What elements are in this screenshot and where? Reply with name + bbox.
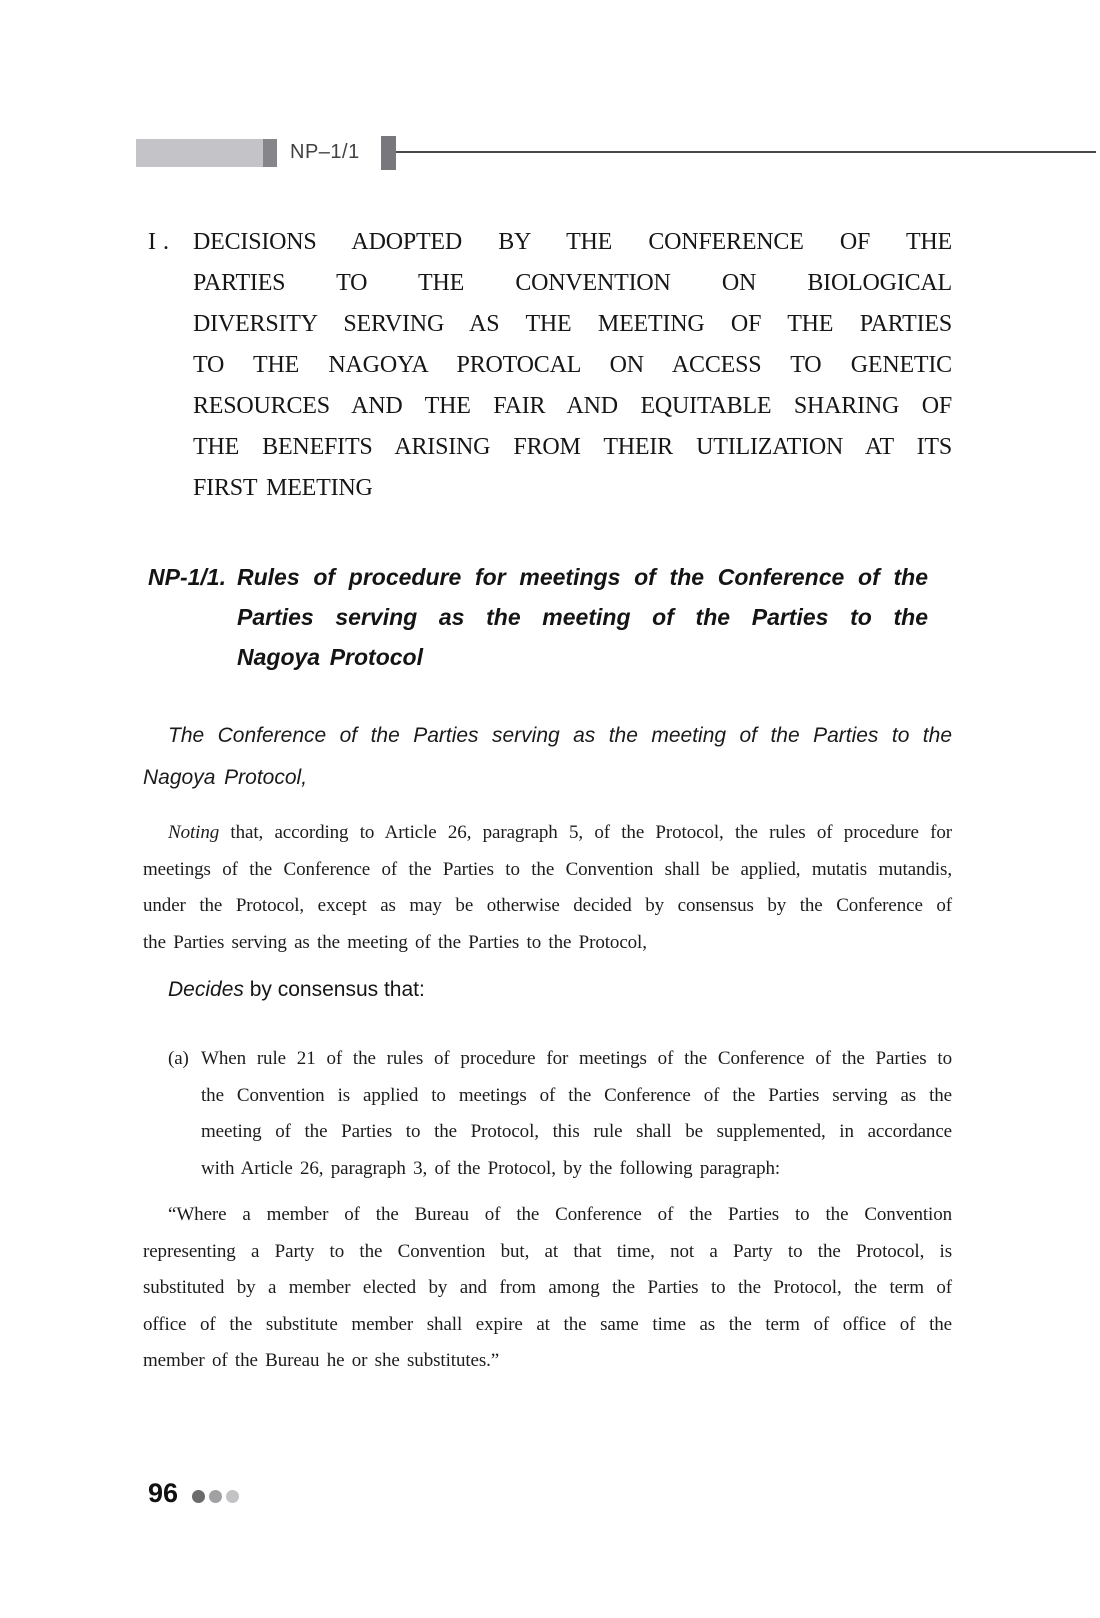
noting-paragraph <box>143 815 952 961</box>
chapter-title-text <box>193 222 952 509</box>
text-line: “Where a member of the Bureau of the Conference of the Parties to the Convention <box>168 1204 952 1225</box>
text-line: Nagoya Protocol <box>237 644 423 670</box>
quote-paragraph <box>143 1197 952 1380</box>
page-number: 96 <box>148 1478 179 1508</box>
footer-dot-icon <box>192 1490 205 1503</box>
list-item-a-text <box>201 1041 952 1187</box>
decision-number: NP-1/1. <box>148 564 226 590</box>
page-footer <box>148 1478 243 1509</box>
text-line: under the Protocol, except as may be otherwise decided by consensus by the Conference of <box>143 895 952 916</box>
text-line: representing a Party to the Convention but, at that time, not a Party to the Protocol, is <box>143 1240 952 1262</box>
text-line: PARTIES TO THE CONVENTION ON BIOLOGICAL <box>193 270 952 296</box>
footer-dot-icon <box>209 1490 222 1503</box>
decision-heading <box>148 557 928 677</box>
text-line: RESOURCES AND THE FAIR AND EQUITABLE SHARING OF <box>193 393 952 419</box>
page-content <box>143 0 952 1380</box>
preamble-paragraph <box>143 715 952 799</box>
text-line: The Conference of the Parties serving as the meeting of the Parties to the <box>168 724 952 747</box>
chapter-title <box>148 222 952 509</box>
footer-dot-icon <box>226 1490 239 1503</box>
list-item-a <box>143 1041 952 1187</box>
text-line: FIRST MEETING <box>193 475 373 501</box>
text-line: the Parties serving as the meeting of the Parties to the Protocol, <box>143 931 647 953</box>
text-line: with Article 26, paragraph 3, of the Protocol, by the following paragraph: <box>201 1157 781 1179</box>
text-line: DECISIONS ADOPTED BY THE CONFERENCE OF THE <box>193 229 952 255</box>
text-line: THE BENEFITS ARISING FROM THEIR UTILIZATION AT ITS <box>193 434 952 460</box>
text-line: meetings of the Conference of the Parties to the Convention shall be applied, mutatis mutandis, <box>143 858 952 880</box>
text-line: meeting of the Parties to the Protocol, this rule shall be supplemented, in accordance <box>201 1121 952 1142</box>
text-line: Parties serving as the meeting of the Parties to the <box>237 604 928 630</box>
header-section-label: NP–1/1 <box>290 141 360 163</box>
text-line: Rules of procedure for meetings of the Conference of the <box>237 564 928 590</box>
decides-rest: by consensus that: <box>243 978 425 1001</box>
text-line: substituted by a member elected by and from among the Parties to the Protocol, the term of <box>143 1277 952 1298</box>
text-line: member of the Bureau he or she substitutes.” <box>143 1350 500 1371</box>
decision-heading-text <box>237 557 928 677</box>
text-line: When rule 21 of the rules of procedure for meetings of the Conference of the Parties to <box>201 1048 952 1069</box>
text-line: office of the substitute member shall expire at the same time as the term of office of the <box>143 1313 952 1335</box>
decides-lead: Decides <box>168 978 244 1001</box>
text-line: TO THE NAGOYA PROTOCAL ON ACCESS TO GENETIC <box>193 352 952 378</box>
italic-lead-word: Noting <box>168 822 220 843</box>
footer-dots <box>192 1490 243 1503</box>
text-line: Noting that, according to Article 26, paragraph 5, of the Protocol, the rules of procedure for <box>168 822 952 843</box>
text-line: Nagoya Protocol, <box>143 766 308 789</box>
text-line: the Convention is applied to meetings of the Conference of the Parties serving as the <box>201 1084 952 1106</box>
text-line: DIVERSITY SERVING AS THE MEETING OF THE PARTIES <box>193 311 952 337</box>
list-item-a-label: (a) <box>168 1048 189 1069</box>
decides-line <box>168 975 952 1005</box>
chapter-numeral: I. <box>148 229 176 255</box>
